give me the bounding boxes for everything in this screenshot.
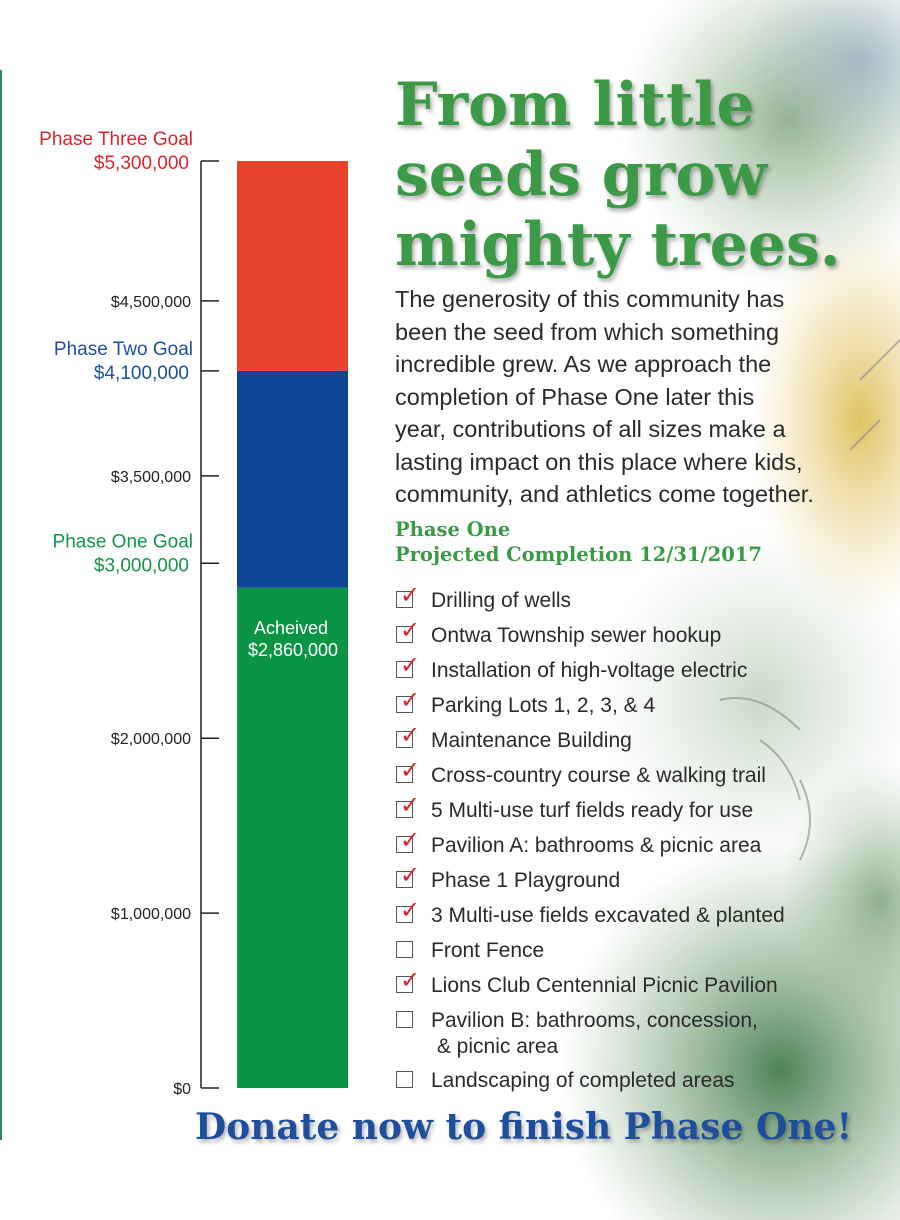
- intro-line: been the seed from which something: [395, 318, 780, 345]
- goal-name-label: Phase One Goal: [52, 531, 193, 553]
- checklist-item-label: Front Fence: [431, 939, 545, 962]
- achieved-value: $2,860,000: [247, 640, 339, 660]
- empty-box-icon: [396, 941, 413, 958]
- empty-box-icon: [396, 1011, 413, 1028]
- bar-segment-phase-three: [237, 161, 348, 371]
- empty-box-icon: [396, 1071, 413, 1088]
- checklist-item-label: Ontwa Township sewer hookup: [431, 624, 722, 647]
- goal-name-label: Phase Two Goal: [53, 338, 193, 360]
- intro-line: lasting impact on this place where kids,: [395, 448, 803, 475]
- red-checkmark-icon: ✓: [400, 616, 421, 644]
- checked-box-icon: [396, 581, 421, 609]
- checklist-item: [396, 581, 886, 613]
- checklist-item: [396, 1068, 886, 1093]
- checklist-item: [396, 966, 886, 998]
- headline-line: seeds grow: [395, 140, 767, 210]
- checklist-item-label: Drilling of wells: [431, 589, 572, 612]
- checklist-item: [396, 686, 886, 718]
- checklist-item-label: Parking Lots 1, 2, 3, & 4: [431, 694, 656, 717]
- checklist-item-label: Phase 1 Playground: [431, 869, 621, 892]
- red-checkmark-icon: ✓: [400, 651, 421, 679]
- checklist-item-label: 5 Multi-use turf fields ready for use: [431, 799, 754, 822]
- intro-line: year, contributions of all sizes make a: [395, 416, 786, 442]
- red-checkmark-icon: ✓: [400, 791, 421, 819]
- red-checkmark-icon: ✓: [400, 581, 421, 609]
- intro-line: The generosity of this community has: [395, 286, 785, 312]
- checklist-item-label: Pavilion A: bathrooms & picnic area: [431, 834, 762, 857]
- red-checkmark-icon: ✓: [400, 686, 421, 714]
- headline-line: mighty trees.: [395, 210, 841, 280]
- checked-box-icon: [396, 826, 421, 854]
- checked-box-icon: [396, 966, 421, 994]
- y-tick-label: $0: [173, 1081, 191, 1098]
- checked-box-icon: [396, 896, 421, 924]
- checklist-item: [396, 938, 886, 963]
- y-tick-label: $2,000,000: [110, 731, 191, 749]
- intro-line: incredible grew. As we approach the: [395, 351, 772, 377]
- checklist-item: [396, 616, 886, 648]
- checked-box-icon: [396, 791, 421, 819]
- red-checkmark-icon: ✓: [400, 826, 421, 854]
- headline-line: From little: [395, 70, 755, 140]
- checklist-item: [396, 791, 886, 823]
- red-checkmark-icon: ✓: [400, 756, 421, 784]
- goal-value-label: $5,300,000: [93, 153, 189, 174]
- intro-paragraph: [395, 283, 900, 511]
- goal-value-label: $3,000,000: [93, 555, 189, 577]
- intro-line: community, and athletics come together.: [395, 481, 814, 507]
- y-tick-label: $3,500,000: [110, 468, 191, 486]
- checklist-item-label: Installation of high-voltage electric: [431, 659, 748, 682]
- red-checkmark-icon: ✓: [400, 721, 421, 749]
- checklist-item: [396, 756, 886, 788]
- bar-segment-achieved: [237, 588, 348, 1088]
- checklist-item: [396, 826, 886, 858]
- checked-box-icon: [396, 686, 421, 714]
- red-checkmark-icon: ✓: [400, 861, 421, 889]
- checklist-item-label: 3 Multi-use fields excavated & planted: [431, 904, 785, 927]
- phase-one-checklist: [396, 581, 886, 1103]
- checklist-item-label: Maintenance Building: [431, 729, 632, 752]
- checklist-item: [396, 1008, 886, 1060]
- checklist-item-label: Pavilion B: bathrooms, concession,: [431, 1009, 758, 1032]
- checklist-item: [396, 721, 886, 753]
- checklist-item-label: Landscaping of completed areas: [431, 1069, 735, 1092]
- phase-one-title: Phase One: [395, 518, 511, 541]
- checklist-item: [396, 861, 886, 893]
- checklist-item: [396, 896, 886, 928]
- checklist-item-label: Lions Club Centennial Picnic Pavilion: [431, 974, 778, 997]
- fundraising-thermometer-chart: [0, 0, 380, 1110]
- checked-box-icon: [396, 651, 421, 679]
- red-checkmark-icon: ✓: [400, 896, 421, 924]
- goal-labels: [39, 129, 193, 576]
- phase-one-heading: [395, 517, 875, 567]
- checked-box-icon: [396, 616, 421, 644]
- checked-box-icon: [396, 756, 421, 784]
- y-tick-label: $4,500,000: [110, 293, 191, 311]
- checked-box-icon: [396, 721, 421, 749]
- headline: [395, 70, 875, 280]
- achieved-label: Acheived: [253, 618, 329, 638]
- y-tick-label: $1,000,000: [110, 906, 191, 924]
- checklist-item: [396, 651, 886, 683]
- checklist-item-label: Cross-country course & walking trail: [431, 764, 766, 787]
- red-checkmark-icon: ✓: [400, 966, 421, 994]
- intro-line: completion of Phase One later this: [395, 383, 755, 410]
- checked-box-icon: [396, 861, 421, 889]
- bar-segment-phase-two: [237, 371, 348, 588]
- goal-name-label: Phase Three Goal: [39, 129, 193, 150]
- donate-call-to-action: Donate now to finish Phase One!: [195, 1106, 853, 1148]
- checklist-item-label-continued: & picnic area: [431, 1035, 559, 1058]
- goal-value-label: $4,100,000: [93, 362, 189, 384]
- phase-one-completion: Projected Completion 12/31/2017: [395, 543, 762, 566]
- y-axis-ticks: [111, 161, 219, 1098]
